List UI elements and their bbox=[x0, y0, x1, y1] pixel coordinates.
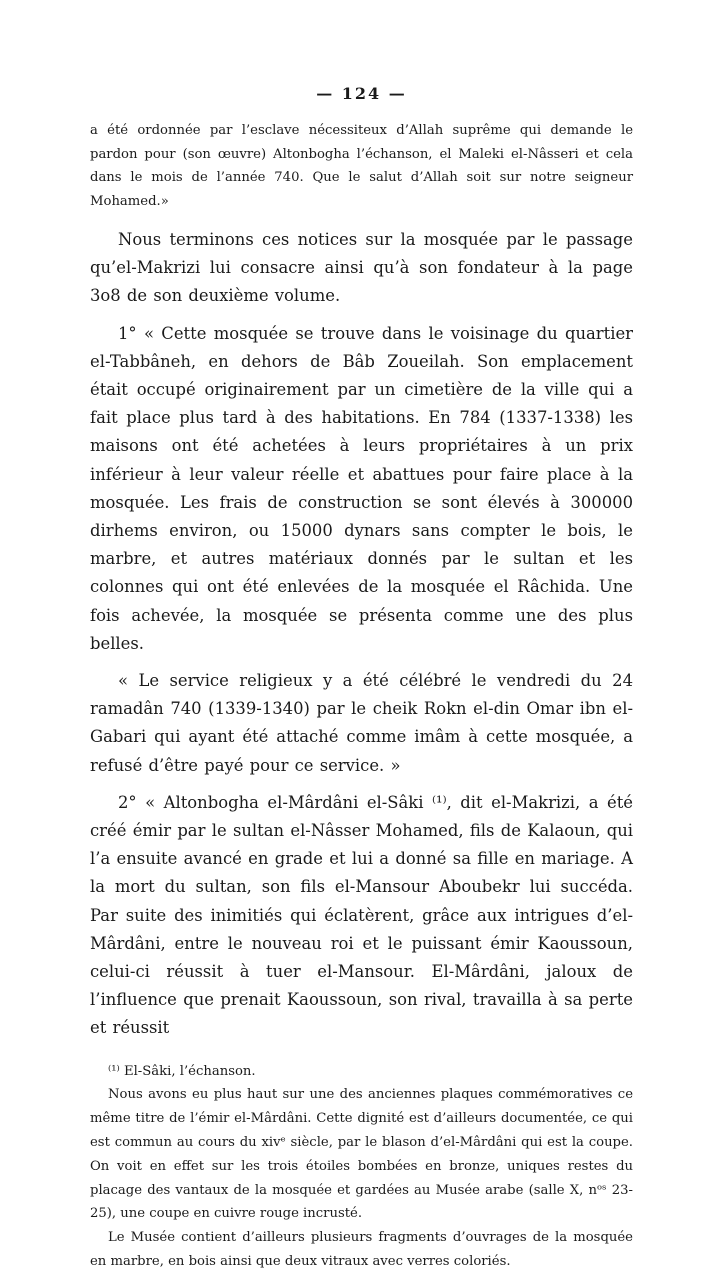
footnote-blason: Nous avons eu plus haut sur une des anciennes plaques commémoratives ce même titre de l’émir el-Mârdâni. Cette dignité est d’ailleurs documentée, ce qui est commun au cours du xivᵉ siècle, par le blason d’el-Mârdâni qui est la coupe. On voit en effet sur les trois étoiles bombées en bronze, uniques restes du placage des vantaux de la mosquée et gardées au Musée arabe (salle X, nᵒˢ 23-25), une coupe en cuivre rouge incrusté. bbox=[90, 1087, 633, 1222]
footnote-section bbox=[90, 1060, 633, 1274]
paragraph-makrizi-intro: Nous terminons ces notices sur la mosquée par le passage qu’el-Makrizi lui consacre ainsi qu’à son fondateur à la page 3o8 de son deuxième volume. bbox=[90, 230, 633, 306]
footnote-saki: ⁽¹⁾ El-Sâki, l’échanson. bbox=[108, 1063, 256, 1079]
page-number: — 124 — bbox=[316, 84, 407, 103]
page-content bbox=[90, 84, 633, 1274]
paragraph-opening-quote: a été ordonnée par l’esclave nécessiteux d’Allah suprême qui demande le pardon pour (son œuvre) Altonbogha l’échanson, el Maleki el-Nâsseri et cela dans le mois de l’année 740. Que le salut d’Allah soit sur notre seigneur Mohamed.» bbox=[90, 123, 633, 209]
paragraph-religious-service: « Le service religieux y a été célébré le vendredi du 24 ramadân 740 (1339-1340) par le cheik Rokn el-din Omar ibn el-Gabari qui ayant été attaché comme imâm à cette mosquée, a refusé d’être payé pour ce service. » bbox=[90, 671, 633, 775]
paragraph-altonbogha: 2° « Altonbogha el-Mârdâni el-Sâki ⁽¹⁾, dit el-Makrizi, a été créé émir par le sultan el-Nâsser Mohamed, fils de Kalaoun, qui l’a ensuite avancé en grade et lui a donné sa fille en mariage. A la mort du sultan, son fils el-Mansour Aboubekr lui succéda. Par suite des inimitiés qui éclatèrent, grâce aux intrigues d’el-Mârdâni, entre le nouveau roi et le puissant émir Kaoussoun, celui-ci réussit à tuer el-Mansour. El-Mârdâni, jaloux de l’influence que prenait Kaoussoun, son rival, travailla à sa perte et réussit bbox=[90, 792, 633, 1038]
footnote-musee: Le Musée contient d’ailleurs plusieurs fragments d’ouvrages de la mosquée en marbre, en bois ainsi que deux vitraux avec verres coloriés. bbox=[90, 1230, 633, 1270]
paragraph-mosque-description: 1° « Cette mosquée se trouve dans le voisinage du quartier el-Tabbâneh, en dehors de Bâb Zoueilah. Son emplacement était occupé originairement par un cimetière de la ville qui a fait place plus tard à des habitations. En 784 (1337-1338) les maisons ont été achetées à leurs propriétaires à un prix inférieur à leur valeur réelle et abattues pour faire place à la mosquée. Les frais de construction se sont élevés à 300000 dirhems environ, ou 15000 dynars sans compter le bois, le marbre, et autres matériaux donnés par le sultan et les colonnes qui ont été enlevées de la mosquée el Râchida. Une fois achevée, la mosquée se présenta comme une des plus belles. bbox=[90, 323, 633, 653]
